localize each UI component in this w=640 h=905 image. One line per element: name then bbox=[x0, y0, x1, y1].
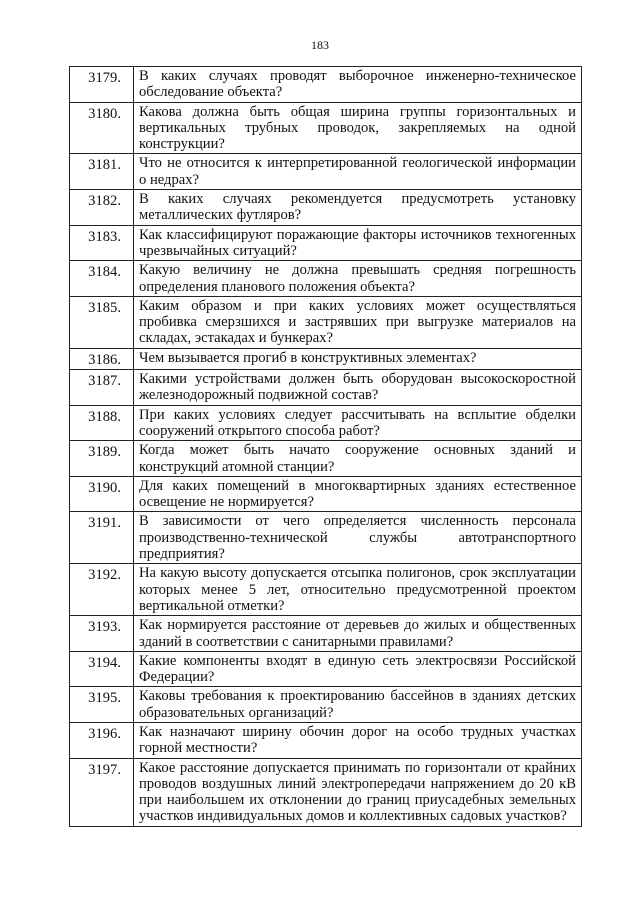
question-text: В каких случаях проводят выборочное инженерно-техническое обследование объекта? bbox=[134, 67, 582, 103]
questions-table bbox=[69, 66, 582, 827]
question-text: Какими устройствами должен быть оборудован высокоскоростной железнодорожный подвижной состав? bbox=[134, 370, 582, 406]
question-number: 3183. bbox=[70, 225, 134, 261]
question-text: Какую величину не должна превышать средняя погрешность определения планового положения объекта? bbox=[134, 261, 582, 297]
question-text: Какое расстояние допускается принимать по горизонтали от крайних проводов воздушных линий электропередачи напряжением до 20 кВ при наибольшем их отклонении до границ приусадебных земельных участков индивидуальных домов и коллективных садовых участков? bbox=[134, 758, 582, 826]
page-number: 183 bbox=[311, 38, 329, 52]
table-row bbox=[70, 441, 582, 477]
table-row bbox=[70, 564, 582, 616]
question-number: 3182. bbox=[70, 190, 134, 226]
question-text: На какую высоту допускается отсыпка полигонов, срок эксплуатации которых менее 5 лет, относительно предусмотренной проектом вертикальной отметки? bbox=[134, 564, 582, 616]
question-text: Какие компоненты входят в единую сеть электросвязи Российской Федерации? bbox=[134, 651, 582, 687]
table-row bbox=[70, 154, 582, 190]
question-text: Как нормируется расстояние от деревьев до жилых и общественных зданий в соответствии с санитарными правилами? bbox=[134, 616, 582, 652]
question-number: 3197. bbox=[70, 758, 134, 826]
table-row bbox=[70, 476, 582, 512]
question-number: 3195. bbox=[70, 687, 134, 723]
table-row bbox=[70, 348, 582, 369]
question-number: 3192. bbox=[70, 564, 134, 616]
question-text: Какова должна быть общая ширина группы горизонтальных и вертикальных трубных проводок, закрепляемых на одной конструкции? bbox=[134, 102, 582, 154]
table-row bbox=[70, 261, 582, 297]
table-row bbox=[70, 616, 582, 652]
table-row bbox=[70, 758, 582, 826]
question-number: 3187. bbox=[70, 370, 134, 406]
question-number: 3189. bbox=[70, 441, 134, 477]
question-text: Для каких помещений в многоквартирных зданиях естественное освещение не нормируется? bbox=[134, 476, 582, 512]
question-number: 3186. bbox=[70, 348, 134, 369]
question-number: 3194. bbox=[70, 651, 134, 687]
table-row bbox=[70, 370, 582, 406]
table-row bbox=[70, 651, 582, 687]
question-text: Каким образом и при каких условиях может осуществляться пробивка смерзшихся и застрявших при выгрузке материалов на складах, эстакадах и бункерах? bbox=[134, 296, 582, 348]
question-number: 3179. bbox=[70, 67, 134, 103]
table-row bbox=[70, 687, 582, 723]
question-text: В каких случаях рекомендуется предусмотреть установку металлических футляров? bbox=[134, 190, 582, 226]
table-row bbox=[70, 512, 582, 564]
table-row bbox=[70, 405, 582, 441]
table-row bbox=[70, 190, 582, 226]
question-number: 3185. bbox=[70, 296, 134, 348]
question-number: 3190. bbox=[70, 476, 134, 512]
question-text: Каковы требования к проектированию бассейнов в зданиях детских образовательных организаций? bbox=[134, 687, 582, 723]
question-text: В зависимости от чего определяется численность персонала производственно-технической службы автотранспортного предприятия? bbox=[134, 512, 582, 564]
question-number: 3184. bbox=[70, 261, 134, 297]
table-row bbox=[70, 67, 582, 103]
question-number: 3193. bbox=[70, 616, 134, 652]
question-text: При каких условиях следует рассчитывать на всплытие обделки сооружений открытого способа работ? bbox=[134, 405, 582, 441]
question-text: Как классифицируют поражающие факторы источников техногенных чрезвычайных ситуаций? bbox=[134, 225, 582, 261]
question-number: 3188. bbox=[70, 405, 134, 441]
question-text: Когда может быть начато сооружение основных зданий и конструкций атомной станции? bbox=[134, 441, 582, 477]
question-text: Чем вызывается прогиб в конструктивных элементах? bbox=[134, 348, 582, 369]
table-row bbox=[70, 722, 582, 758]
question-number: 3191. bbox=[70, 512, 134, 564]
question-number: 3180. bbox=[70, 102, 134, 154]
question-text: Как назначают ширину обочин дорог на особо трудных участках горной местности? bbox=[134, 722, 582, 758]
table-row bbox=[70, 102, 582, 154]
question-text: Что не относится к интерпретированной геологической информации о недрах? bbox=[134, 154, 582, 190]
table-row bbox=[70, 225, 582, 261]
question-number: 3196. bbox=[70, 722, 134, 758]
table-row bbox=[70, 296, 582, 348]
question-number: 3181. bbox=[70, 154, 134, 190]
